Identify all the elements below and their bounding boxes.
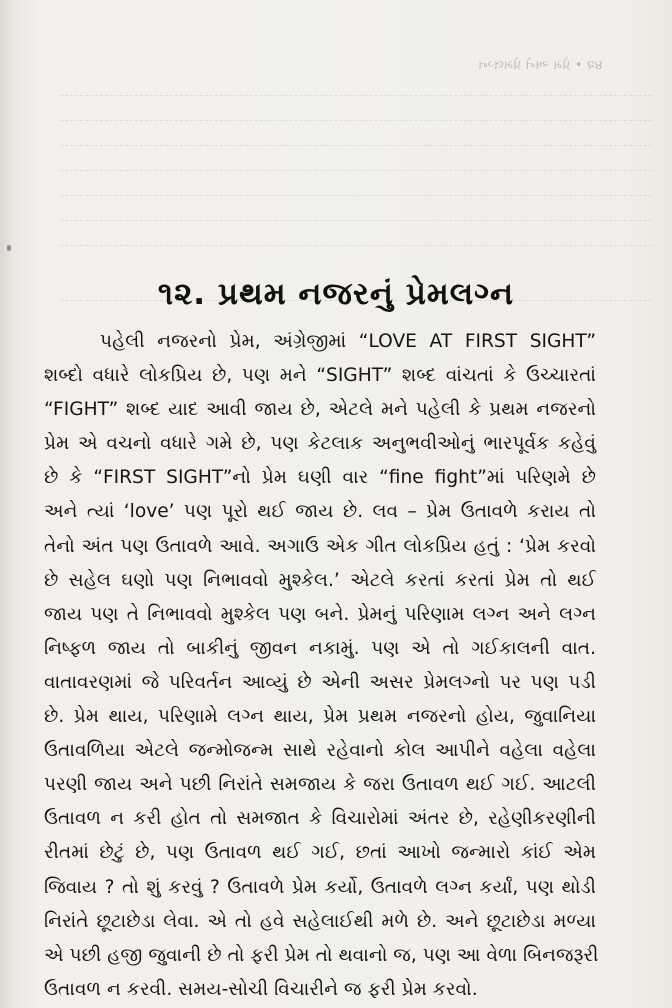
text-line: અને ત્યાં ‘love’ પણ પૂરો થઈ જાય છે. લવ – પ્રેમ ઉતાવળે કરાય તો [44,501,596,523]
chapter-body [44,325,599,1007]
text-line: નિરાંતે છૂટાછેડા લેવા. એ તો હવે સહેલાઈથી મળે છે. અને છૂટાછેડા મળ્યા [44,910,596,932]
text-line: પહેલી નજરનો પ્રેમ, અંગ્રેજીમાં “LOVE AT FIRST SIGHT” [100,331,596,352]
text-line: ઉતાવળ ન કરવી. સમય-સોચી વિચારીને જ ફરી પ્રેમ કરવો. [44,978,478,1000]
text-line: ઉતાવળ ન કરી હોત તો સમજાત કે વિચારોમાં અંતર છે, રહેણીકરણીની [44,808,596,830]
text-line: છે કે “FIRST SIGHT”નો પ્રેમ ઘણી વાર “fine fight”માં પરિણમે છે [44,467,596,489]
running-head-show-through: ૪૨ • પ્રેમ અને પ્રેમલગ્ન [477,58,602,73]
text-line: શબ્દો વધારે લોકપ્રિય છે, પણ મને “SIGHT” શબ્દ વાંચતાં કે ઉચ્ચારતાં [44,365,596,387]
text-line: એ પછી હજી જુવાની છે તો ફરી પ્રેમ તો થવાનો જ, પણ આ વેળા બિનજરૂરી [44,944,599,966]
chapter-title: ૧૨. પ્રથમ નજરનું પ્રેમલગ્ન [157,275,515,312]
text-line: “FIGHT” શબ્દ યાદ આવી જાય છે, એટલે મને પહેલી કે પ્રથમ નજરનો [44,399,596,421]
text-line: છે સહેલ ઘણો પણ નિભાવવો મુશ્કેલ.’ એટલે કરતાં કરતાં પ્રેમ તો થઈ [44,569,596,591]
text-line: નિષ્ફળ જાય તો બાકીનું જીવન નકામું. પણ એ તો ગઈકાલની વાત. [44,637,596,659]
text-line: વાતાવરણમાં જે પરિવર્તન આવ્યું છે એની અસર પ્રેમલગ્નો પર પણ પડી [44,671,596,693]
text-line: જિવાય ? તો શું કરવું ? ઉતાવળે પ્રેમ કર્યો, ઉતાવળે લગ્ન કર્યાં, પણ થોડી [44,876,596,898]
text-line: પરણી જાય અને પછી નિરાંતે સમજાય કે જરા ઉતાવળ થઈ ગઈ. આટલી [44,774,596,796]
text-line: પ્રેમ એ વચનો વધારે ગમે છે, પણ કેટલાક અનુભવીઓનું ભારપૂર્વક કહેવું [44,433,596,455]
binding-mark [7,245,11,251]
text-line: રીતમાં છેટું છે, પણ ઉતાવળ થઈ ગઈ, છતાં આખો જન્મારો કાંઈ એમ [44,842,596,864]
text-line: છે. પ્રેમ થાય, પરિણામે લગ્ન થાય, પ્રેમ પ્રથમ નજરનો હોય, જુવાનિયા [44,706,596,728]
text-line: જાય પણ તે નિભાવવો મુશ્કેલ પણ બને. પ્રેમનું પરિણામ લગ્ન અને લગ્ન [44,603,596,625]
text-line: ઉતાવળિયા એટલે જન્મોજન્મ સાથે રહેવાનો કોલ આપીને વહેલા વહેલા [44,740,596,762]
text-line: તેનો અંત પણ ઉતાવળે આવે. અગાઉ એક ગીત લોકપ્રિય હતું : ‘પ્રેમ કરવો [44,535,596,557]
